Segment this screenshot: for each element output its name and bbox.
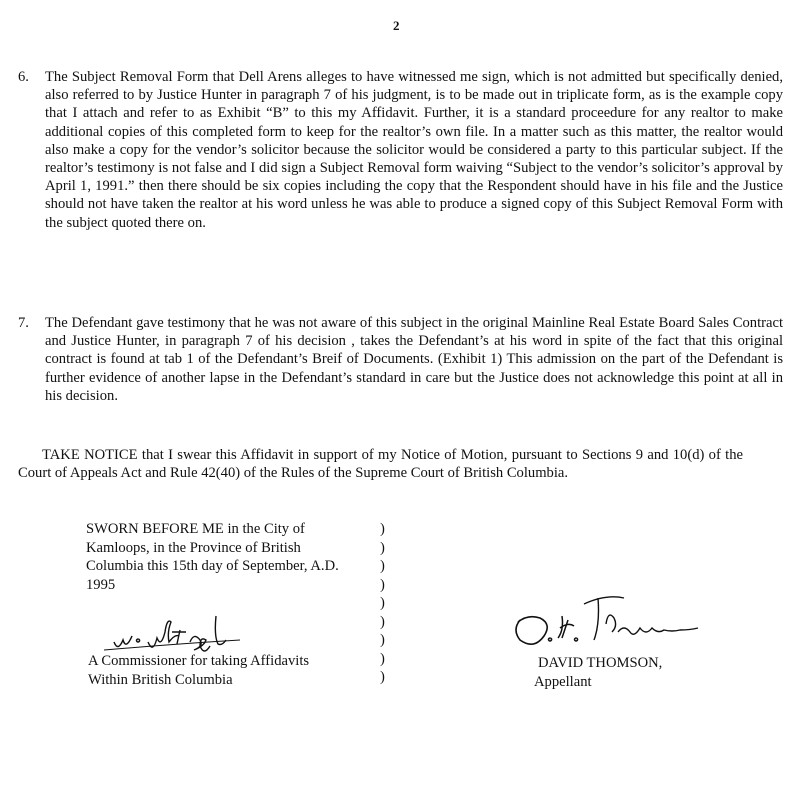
take-notice-paragraph: TAKE NOTICE that I swear this Affidavit in support of my Notice of Motion, pursuant to Sections 9 and 10(d) of the Court of Appeals Act and Rule 42(40) of the Rules of the Supreme Court of British Columbia. (18, 447, 743, 482)
commissioner-title-line: Within British Columbia (88, 672, 233, 688)
paragraph-number: 7. (18, 315, 29, 331)
jurat-brackets: ) ) ) ) ) ) ) ) ) (380, 521, 385, 685)
paragraph-number: 6. (18, 69, 29, 85)
paragraph-7 (18, 314, 783, 405)
paragraph-6 (18, 68, 783, 232)
paragraph-text: The Defendant gave testimony that he was not aware of this subject in the original Mainline Real Estate Board Sales Contract and Justice Hunter, in paragraph 7 of his decision , takes the Defendant’s at his word in spite of the fact that this original contract is found at tab 1 of the Defendant’s Breif of Documents. (Exhibit 1) This admission on the part of the Defendant is further evidence of another lapse in the Defendant’s standard in care but the Justice does not acknowledge this point at all in his decision. (45, 315, 783, 404)
jurat-line: Kamloops, in the Province of British (86, 539, 301, 556)
appellant-signature (506, 590, 726, 658)
appellant-name: DAVID THOMSON, (538, 655, 663, 671)
jurat-line: SWORN BEFORE ME in the City of (86, 521, 305, 537)
jurat-line: 1995 (86, 576, 116, 593)
jurat-block (86, 520, 378, 594)
appellant-block (534, 654, 662, 692)
paragraph-text: The Subject Removal Form that Dell Arens alleges to have witnessed me sign, which is not admitted but specifically denied, also referred to by Justice Hunter in paragraph 7 of his judgment, is to be made out in triplicate form, as is the example copy that I attach and refer to as Exhibit “B” to this my Affidavit. Further, it is a standard proceedure for any realtor to make additional copies of this completed form to keep for the realtor’s own file. In a matter such as this matter, the realtor would also make a copy for the vendor’s solicitor because the solicitor would be considered a party to this particular subject. If the realtor’s testimony is not false and I did sign a Subject Removal form waiving “Subject to the vendor’s solicitor’s approval by April 1, 1991.” then there should be six copies including the copy that the Respondent should have in his file and the Justice should not have taken the realtor at his word unless he was able to produce a signed copy of this Subject Removal Form with the subject quoted there on. (45, 69, 783, 231)
page-number: 2 (393, 18, 400, 33)
jurat-line: Columbia this 15th day of September, A.D. (86, 558, 339, 574)
commissioner-title-line: A Commissioner for taking Affidavits (88, 653, 310, 669)
commissioner-block (88, 652, 378, 690)
appellant-role: Appellant (534, 674, 592, 690)
